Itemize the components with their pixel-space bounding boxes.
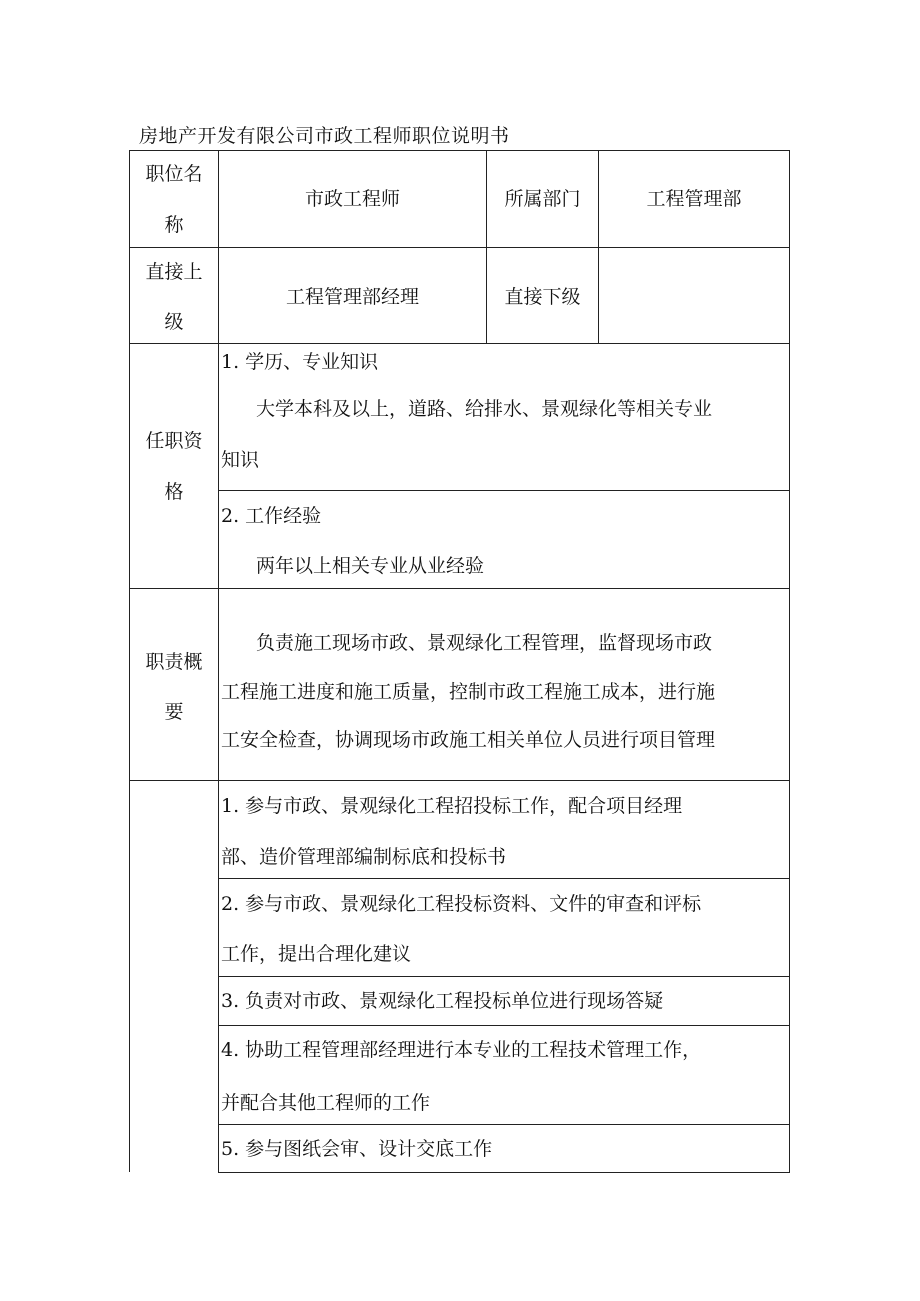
department-value: 工程管理部 [646,188,742,210]
grid-line [218,1025,790,1026]
page-title: 房地产开发有限公司市政工程师职位说明书 [139,125,510,147]
grid-line [129,780,790,781]
grid-line [218,878,790,879]
qualification-text: 大学本科及以上，道路、给排水、景观绿化等相关专业 [256,398,713,420]
grid-line [218,1172,790,1173]
qualification-label-cont: 格 [164,481,184,503]
grid-line [598,150,599,343]
grid-line [129,343,790,344]
duty-item: 并配合其他工程师的工作 [221,1092,431,1114]
summary-text: 负责施工现场市政、景观绿化工程管理，监督现场市政 [256,632,713,654]
superior-label: 直接上 [145,261,203,283]
summary-label-cont: 要 [164,701,184,723]
qualification-heading: 1. 学历、专业知识 [221,351,379,373]
grid-line [486,150,487,343]
qualification-text: 两年以上相关专业从业经验 [256,555,485,577]
department-label: 所属部门 [504,188,581,210]
position-name-label-cont: 称 [164,214,184,236]
grid-line [218,976,790,977]
grid-line [789,150,790,1172]
grid-line [129,150,790,151]
qualification-label: 任职资 [145,430,203,452]
grid-line [129,588,790,589]
duty-item: 工作，提出合理化建议 [221,943,412,965]
position-name-label: 职位名 [145,163,203,185]
superior-label-cont: 级 [164,311,184,333]
duty-item: 3. 负责对市政、景观绿化工程投标单位进行现场答疑 [221,990,664,1012]
duty-item: 2. 参与市政、景观绿化工程投标资料、文件的审查和评标 [221,893,702,915]
duty-item: 部、造价管理部编制标底和投标书 [221,846,507,868]
superior-value: 工程管理部经理 [285,286,419,308]
duty-item: 4. 协助工程管理部经理进行本专业的工程技术管理工作， [221,1039,702,1061]
duty-item: 1. 参与市政、景观绿化工程招投标工作，配合项目经理 [221,795,683,817]
grid-line [218,490,790,491]
grid-line [129,247,790,248]
duty-item: 5. 参与图纸会审、设计交底工作 [221,1138,493,1160]
summary-text: 工安全检查，协调现场市政施工相关单位人员进行项目管理 [221,729,716,751]
qualification-heading: 2. 工作经验 [221,505,322,527]
summary-label: 职责概 [145,651,203,673]
grid-line [218,1124,790,1125]
position-name-value: 市政工程师 [304,188,400,210]
subordinate-label: 直接下级 [504,286,581,308]
summary-text: 工程施工进度和施工质量，控制市政工程施工成本，进行施 [221,681,716,703]
qualification-text: 知识 [221,449,260,471]
